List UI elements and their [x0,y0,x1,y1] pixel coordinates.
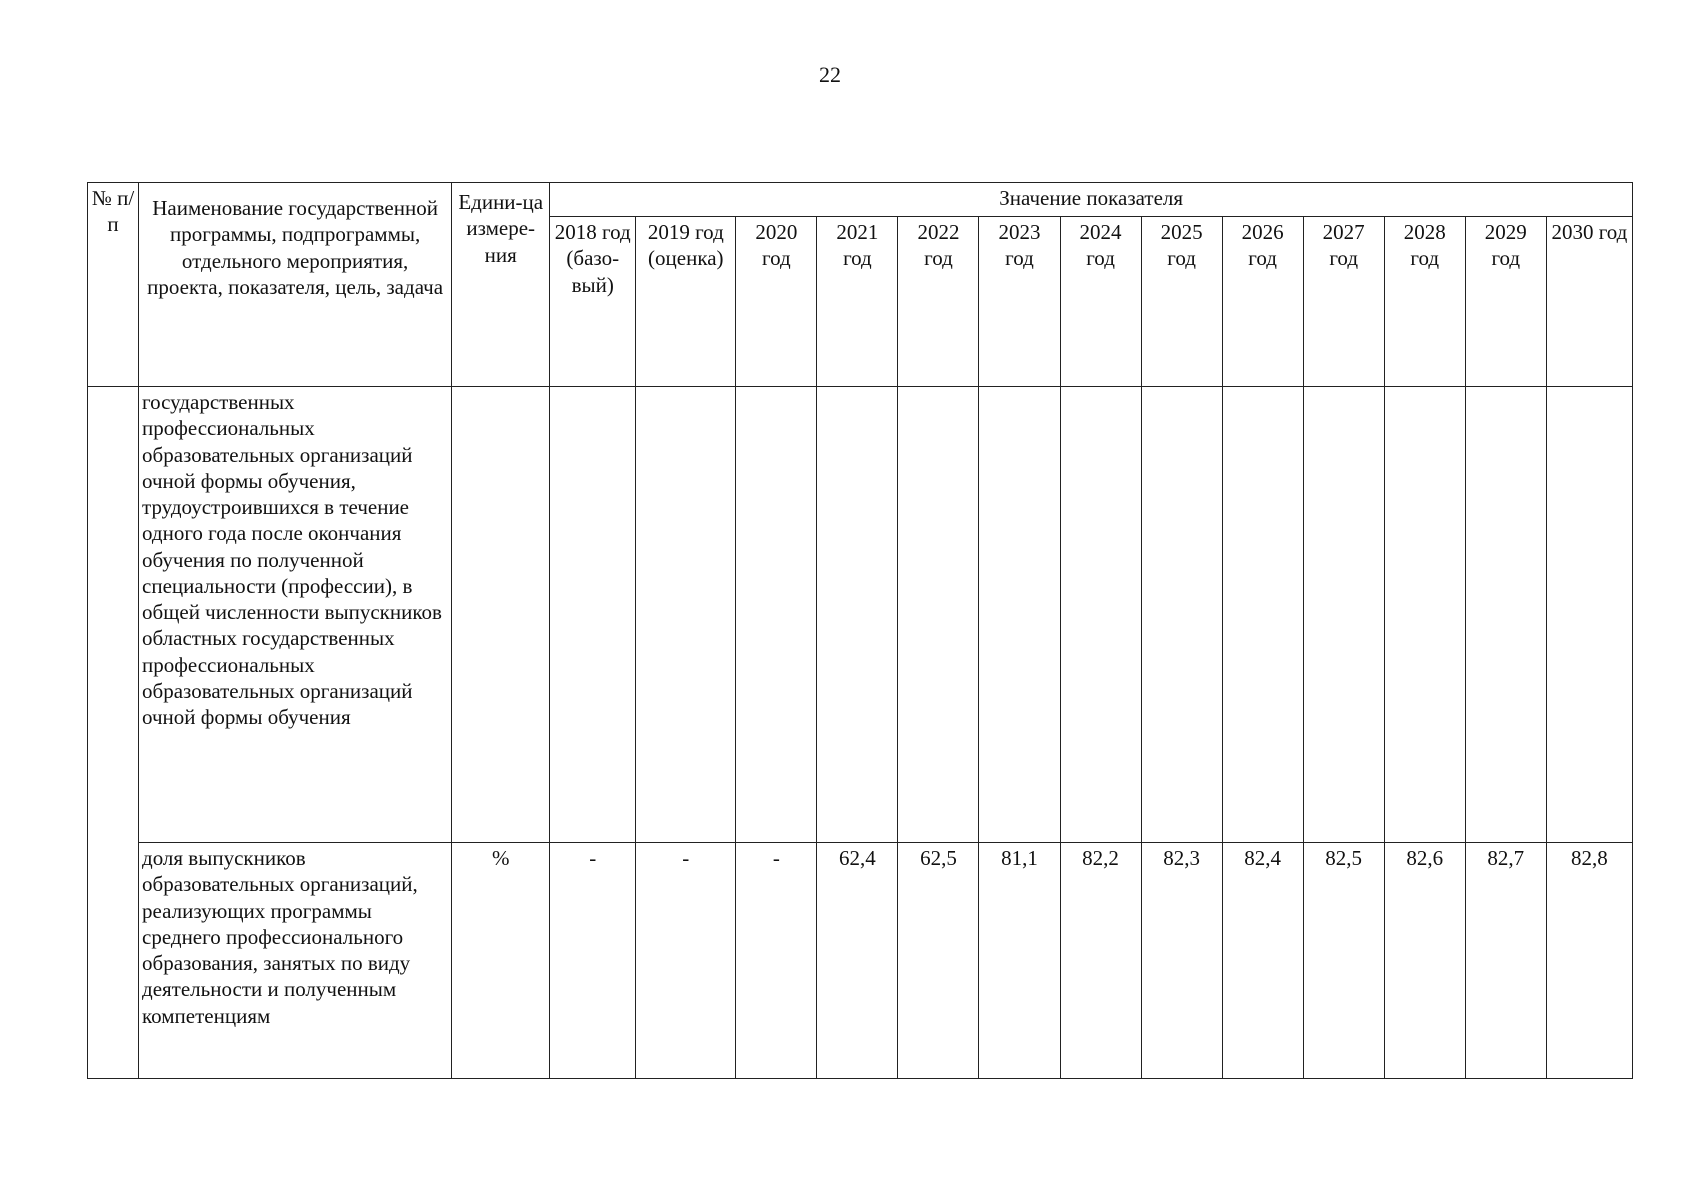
table-row [88,843,1633,1079]
row-value-2020: - [736,843,817,1079]
row-value-2024: 82,2 [1060,843,1141,1079]
row-value-2025 [1141,387,1222,843]
header-value-group: Значение показателя [550,183,1633,217]
row-value-2027: 82,5 [1303,843,1384,1079]
header-year-2030: 2030 год [1546,217,1632,387]
row-value-2028: 82,6 [1384,843,1465,1079]
row-value-2025: 82,3 [1141,843,1222,1079]
header-year-2021: 2021 год [817,217,898,387]
row-value-2029: 82,7 [1465,843,1546,1079]
row-num-cell [88,387,139,1079]
header-year-2027: 2027 год [1303,217,1384,387]
header-year-2029: 2029 год [1465,217,1546,387]
row-value-2018 [550,387,636,843]
indicators-table [87,182,1633,1079]
header-year-2025: 2025 год [1141,217,1222,387]
row-value-2020 [736,387,817,843]
header-year-2026: 2026 год [1222,217,1303,387]
row-value-2028 [1384,387,1465,843]
header-year-2019: 2019 год (оценка) [636,217,736,387]
row-value-2030: 82,8 [1546,843,1632,1079]
row-value-2022 [898,387,979,843]
row-value-2029 [1465,387,1546,843]
header-year-2023: 2023 год [979,217,1060,387]
table-row [88,387,1633,843]
row-value-2022: 62,5 [898,843,979,1079]
header-num: № п/п [88,183,139,387]
row-value-2021: 62,4 [817,843,898,1079]
page-number: 22 [819,62,841,87]
row-name: государственных профессиональных образовательных организаций очной формы обучения, трудоустроившихся в течение одного года после окончания обучения по полученной специальности (профессии), в общей численности выпускников областных государственных профессиональных образовательных организаций очной формы обучения [139,387,452,843]
row-value-2023 [979,387,1060,843]
row-unit: % [452,843,550,1079]
header-row-group [88,183,1633,217]
row-value-2019 [636,387,736,843]
row-value-2024 [1060,387,1141,843]
row-name: доля выпускников образовательных организаций, реализующих программы среднего профессионального образования, занятых по виду деятельности и полученным компетенциям [139,843,452,1079]
header-year-2024: 2024 год [1060,217,1141,387]
row-value-2019: - [636,843,736,1079]
header-year-2020: 2020 год [736,217,817,387]
header-year-2018: 2018 год (базо-вый) [550,217,636,387]
row-unit [452,387,550,843]
header-year-2022: 2022 год [898,217,979,387]
row-value-2023: 81,1 [979,843,1060,1079]
header-year-2028: 2028 год [1384,217,1465,387]
row-value-2018: - [550,843,636,1079]
header-name: Наименование государственной программы, подпрограммы, отдельного мероприятия, проекта, показателя, цель, задача [139,183,452,387]
row-value-2026: 82,4 [1222,843,1303,1079]
header-unit: Едини-ца измере-ния [452,183,550,387]
row-value-2027 [1303,387,1384,843]
row-value-2026 [1222,387,1303,843]
row-value-2030 [1546,387,1632,843]
row-value-2021 [817,387,898,843]
